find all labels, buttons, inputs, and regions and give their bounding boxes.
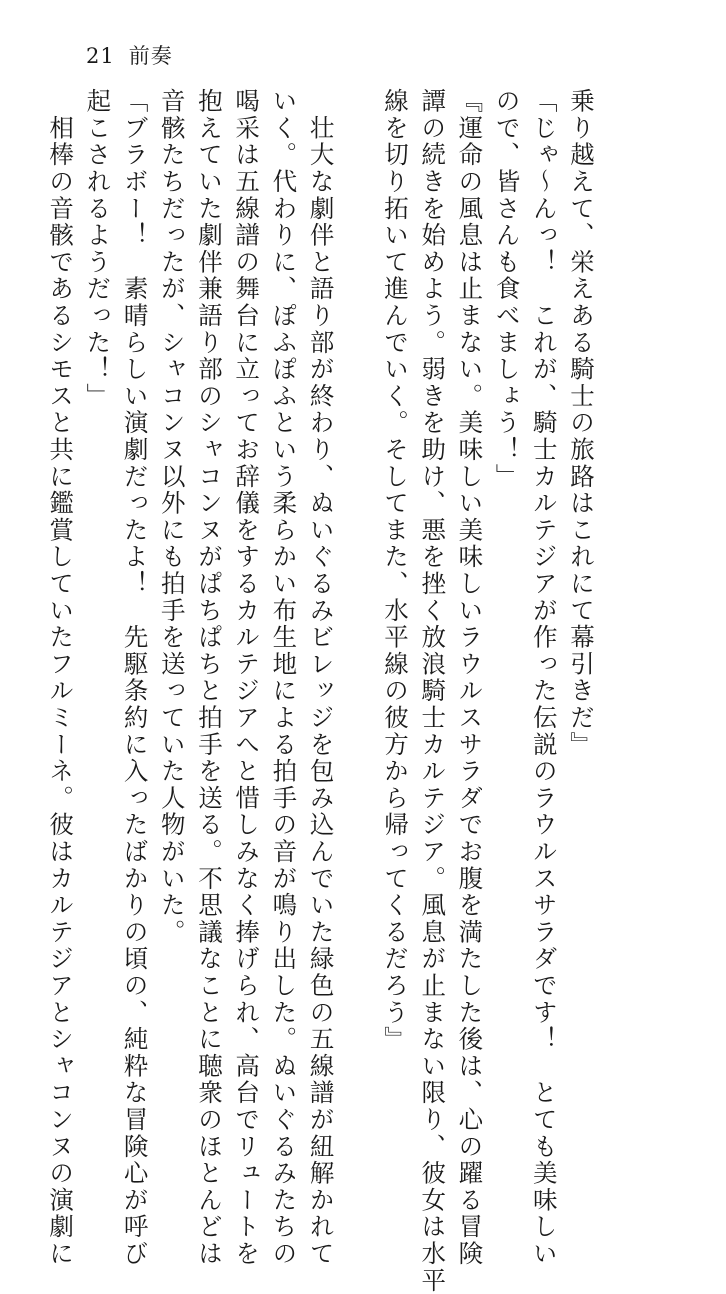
text-line: 「ブラボー！ 素晴らしい演劇だったよ！ 先駆条約に入ったばかりの頃の、純粋な冒険心が呼び bbox=[120, 88, 150, 1268]
text-line: 喝采は五線譜の舞台に立ってお辞儀をするカルテジアへと惜しみなく捧げられ、高台でリュートを bbox=[232, 88, 262, 1268]
text-line: ので、皆さんも食べましょう！」 bbox=[492, 88, 522, 490]
chapter-title: 前奏 bbox=[128, 44, 173, 68]
text-line: 『運命の風息は止まない。美味しい美味しいラウルスサラダでお腹を満たした後は、心の躍る冒険 bbox=[455, 88, 485, 1268]
text-line: いく。代わりに、ぽふぽふという柔らかい布生地による拍手の音が鳴り出した。ぬいぐるみたちの bbox=[269, 88, 299, 1268]
vertical-text-body bbox=[42, 88, 600, 1294]
text-line: 音骸たちだったが、シャコンヌ以外にも拍手を送っていた人物がいた。 bbox=[157, 88, 187, 946]
text-line: 線を切り拓いて進んでいく。そしてまた、水平線の彼方から帰ってくるだろう』 bbox=[380, 88, 410, 1053]
text-line: 起こされるようだった！」 bbox=[83, 88, 113, 410]
page-header bbox=[86, 40, 173, 70]
text-line: 壮大な劇伴と語り部が終わり、ぬいぐるみビレッジを包み込んでいた緑色の五線譜が紐解かれて bbox=[306, 88, 336, 1268]
text-line: 抱えていた劇伴兼語り部のシャコンヌがぱちぱちと拍手を送る。不思議なことに聴衆のほとんどは bbox=[194, 88, 224, 1268]
page-number: 21 bbox=[86, 44, 115, 68]
text-line: 相棒の音骸であるシモスと共に鑑賞していたフルミーネ。彼はカルテジアとシャコンヌの演劇に bbox=[46, 88, 76, 1268]
text-line: 「じゃ〜んっ！ これが、騎士カルテジアが作った伝説のラウルスサラダです！ とても美味しい bbox=[529, 88, 559, 1268]
text-line: 乗り越えて、栄えある騎士の旅路はこれにて幕引きだ』 bbox=[567, 88, 596, 758]
blank-line bbox=[340, 88, 377, 978]
text-line: 譚の続きを始めよう。弱きを助け、悪を挫く放浪騎士カルテジア。風息が止まない限り、彼女は水平 bbox=[418, 88, 448, 1294]
